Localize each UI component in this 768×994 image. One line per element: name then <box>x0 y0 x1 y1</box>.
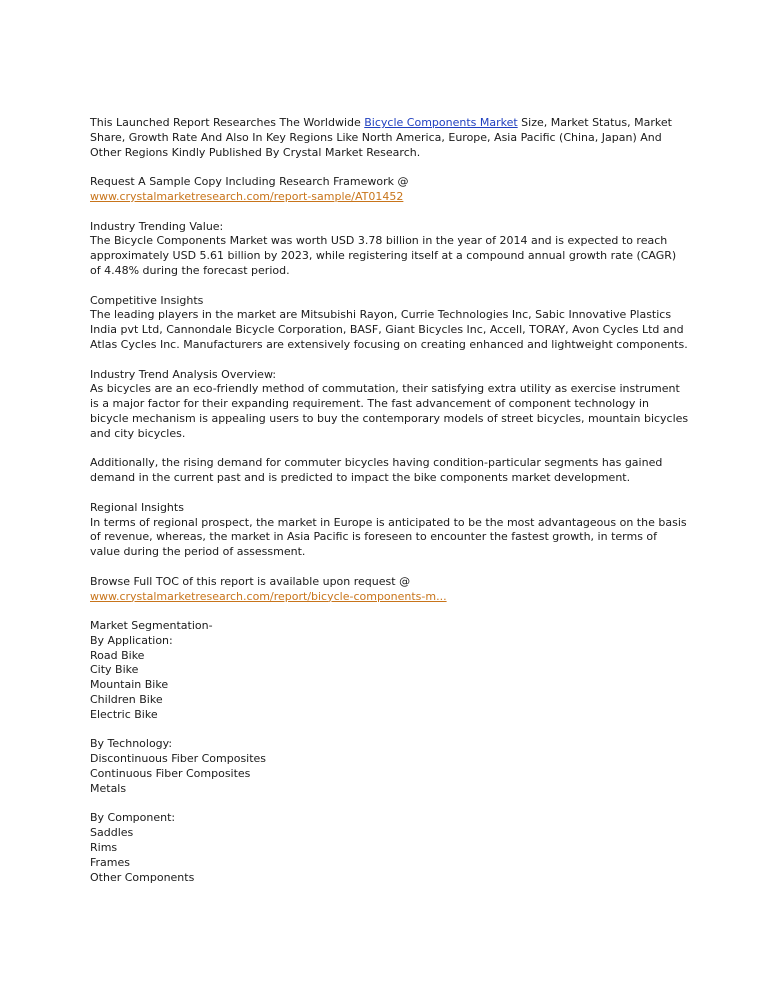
list-item-application: City Bike <box>90 663 139 677</box>
list-item-technology: Discontinuous Fiber Composites <box>90 752 267 766</box>
trend-analysis-text: As bicycles are an eco-friendly method of commutation, their satisfying extra utility as exercise instrument is a major factor for their expanding requirement. The fast advancement of component technology in bicycle mechanism is appealing users to buy the contemporary models of street bicycles, mountain bicycles and city bicycles. <box>90 382 689 440</box>
competitive-text: The leading players in the market are Mitsubishi Rayon, Currie Technologies Inc, Sabic Innovative Plastics India pvt Ltd, Cannondale Bicycle Corporation, BASF, Giant Bicycles Inc, Accell, TORAY, Avon Cycles Ltd and Atlas Cycles Inc. Manufacturers are extensively focusing on creating enhanced and lightweight components. <box>90 308 688 351</box>
intro-text-before: This Launched Report Researches The Worldwide <box>90 116 365 129</box>
regional-heading: Regional Insights <box>90 500 184 514</box>
toc-label: Browse Full TOC of this report is available upon request @ <box>90 574 411 588</box>
list-item-application: Electric Bike <box>90 707 158 721</box>
sample-report-link[interactable]: www.crystalmarketresearch.com/report-sample/AT01452 <box>90 189 404 203</box>
list-item-component: Other Components <box>90 870 195 884</box>
bicycle-components-market-link[interactable]: Bicycle Components Market <box>364 116 518 129</box>
regional-text: In terms of regional prospect, the market in Europe is anticipated to be the most advantageous on the basis of revenue, whereas, the market in Asia Pacific is foreseen to encounter the fastest growth, in terms of value during the period of assessment. <box>90 515 687 559</box>
trend-analysis-additional: Additionally, the rising demand for commuter bicycles having condition-particular segments has gained demand in the current past and is predicted to impact the bike components market development. <box>90 456 663 485</box>
trending-text: The Bicycle Components Market was worth USD 3.78 billion in the year of 2014 and is expected to reach approximately USD 5.61 billion by 2023, while registering itself at a compound annual growth rate (CAGR) of 4.48% during the forecast period. <box>90 234 677 277</box>
list-item-application: Children Bike <box>90 693 163 707</box>
list-item-application: Mountain Bike <box>90 678 169 692</box>
competitive-heading: Competitive Insights <box>90 293 204 307</box>
list-item-component: Saddles <box>90 826 134 840</box>
segmentation-heading: Market Segmentation- <box>90 619 213 633</box>
trending-heading: Industry Trending Value: <box>90 219 224 233</box>
intro-text-after: Size, Market Status, Market Share, Growth Rate And Also In Key Regions Like North America, Europe, Asia Pacific (China, Japan) And Other Regions Kindly Published By Crystal Market Research. <box>90 116 672 159</box>
technology-heading: By Technology: <box>90 737 173 751</box>
list-item-technology: Continuous Fiber Composites <box>90 767 251 781</box>
toc-report-link[interactable]: www.crystalmarketresearch.com/report/bicycle-components-m... <box>90 589 447 603</box>
component-heading: By Component: <box>90 811 176 825</box>
sample-request-label: Request A Sample Copy Including Research Framework @ <box>90 175 409 189</box>
document-page <box>90 116 690 885</box>
list-item-component: Frames <box>90 855 131 869</box>
application-heading: By Application: <box>90 633 173 647</box>
list-item-application: Road Bike <box>90 648 145 662</box>
list-item-component: Rims <box>90 841 118 855</box>
list-item-technology: Metals <box>90 781 127 795</box>
trend-analysis-heading: Industry Trend Analysis Overview: <box>90 367 277 381</box>
intro-paragraph <box>90 116 690 160</box>
